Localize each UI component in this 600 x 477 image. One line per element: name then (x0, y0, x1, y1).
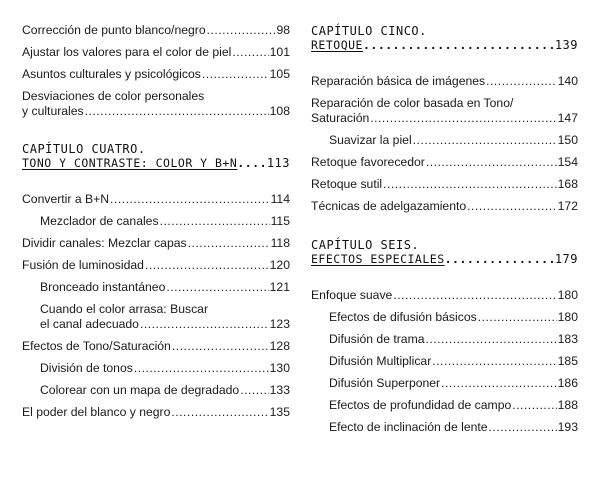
dot-leader (232, 45, 268, 61)
toc-subentry-multiline-first[interactable] (40, 302, 290, 318)
dot-leader (512, 398, 556, 414)
toc-entry-title: Efecto de inclinación de lente (329, 420, 488, 434)
toc-entry[interactable] (22, 192, 290, 208)
chapter-title: TONO Y CONTRASTE: COLOR Y B+N (22, 156, 238, 170)
toc-entry-page: 183 (557, 332, 578, 346)
toc-entry-title: Convertir a B+N (22, 192, 110, 206)
toc-entry-page: 121 (269, 280, 290, 294)
chapter-title: RETOQUE (311, 38, 363, 52)
toc-entry-multiline-second[interactable] (22, 104, 290, 120)
toc-entry-title-line1: Cuando el color arrasa: Buscar (40, 302, 209, 316)
toc-entry-page: 154 (557, 155, 578, 169)
toc-entry[interactable] (311, 177, 578, 193)
dot-leader (467, 199, 557, 215)
toc-entry-page: 115 (270, 214, 290, 228)
dot-leader (171, 405, 268, 421)
chapter-title: EFECTOS ESPECIALES (311, 252, 445, 266)
toc-entry-page: 193 (557, 420, 578, 434)
dot-leader (166, 280, 268, 296)
toc-entry-multiline-first[interactable] (22, 89, 290, 105)
chapter-heading[interactable] (311, 238, 578, 267)
toc-entry[interactable] (22, 23, 290, 39)
toc-entry[interactable] (22, 45, 290, 61)
toc-entry-title-line2: el canal adecuado (40, 317, 139, 331)
toc-entry-title: El poder del blanco y negro (22, 405, 171, 419)
dot-leader (85, 104, 269, 120)
dot-leader (110, 192, 270, 208)
toc-entry-title: Enfoque suave (311, 288, 393, 302)
toc-entry-page: 123 (269, 317, 290, 331)
toc-entry-title-line1: Reparación de color basada en Tono/ (311, 96, 514, 110)
toc-entry[interactable] (311, 74, 578, 90)
toc-entry-page: 180 (557, 310, 578, 324)
toc-entry-title: Colorear con un mapa de degradado (40, 383, 240, 397)
toc-entry-page: 101 (269, 45, 290, 59)
toc-entry-page: 185 (557, 354, 578, 368)
toc-entry-page: 114 (270, 192, 290, 206)
chapter-heading[interactable] (22, 142, 290, 171)
chapter-label: CAPÍTULO CINCO. (311, 24, 427, 38)
toc-entry-page: 180 (557, 288, 578, 302)
toc-entry-multiline-second[interactable] (311, 111, 578, 127)
toc-entry-title: Difusión de trama (329, 332, 425, 346)
toc-entry-page: 186 (557, 376, 578, 390)
dot-leader (413, 133, 557, 149)
toc-subentry-multiline-second[interactable] (40, 317, 290, 333)
dot-leader (478, 310, 557, 326)
dot-leader (486, 74, 557, 90)
toc-entry[interactable] (22, 405, 290, 421)
dot-leader (383, 177, 557, 193)
toc-subentry[interactable] (40, 361, 290, 377)
toc-entry[interactable] (22, 339, 290, 355)
toc-entry-page: 172 (557, 199, 578, 213)
toc-entry-page: 118 (270, 236, 290, 250)
toc-entry-page: 150 (557, 133, 578, 147)
toc-entry-multiline-first[interactable] (311, 96, 578, 112)
toc-subentry[interactable] (40, 214, 290, 230)
toc-entry-title-line2: Saturación (311, 111, 370, 125)
toc-entry-title: División de tonos (40, 361, 133, 375)
dot-leader (370, 111, 556, 127)
dot-leader (240, 383, 268, 399)
toc-entry-page: 130 (269, 361, 290, 375)
toc-entry-title: Difusión Multiplicar (329, 354, 432, 368)
dot-leader (172, 339, 269, 355)
dot-leader (160, 214, 270, 230)
chapter-page: 179 (554, 252, 578, 266)
toc-subentry[interactable] (329, 376, 578, 392)
chapter-heading[interactable] (311, 24, 578, 53)
toc-entry-title: Suavizar la piel (329, 133, 412, 147)
toc-entry[interactable] (311, 288, 578, 304)
dot-leader (140, 317, 269, 333)
toc-subentry[interactable] (329, 310, 578, 326)
toc-entry-title: Retoque sutil (311, 177, 383, 191)
dot-leader (207, 23, 276, 39)
dot-leader (393, 288, 556, 304)
toc-subentry[interactable] (329, 420, 578, 436)
toc-entry-title: Difusión Superponer (329, 376, 441, 390)
dot-leader (363, 38, 555, 53)
dot-leader (489, 420, 557, 436)
toc-entry-page: 147 (557, 111, 578, 125)
toc-entry-page: 140 (557, 74, 578, 88)
toc-entry-title: Ajustar los valores para el color de piel (22, 45, 232, 59)
toc-subentry[interactable] (40, 280, 290, 296)
dot-leader (202, 67, 269, 83)
toc-entry-page: 128 (269, 339, 290, 353)
toc-entry[interactable] (311, 199, 578, 215)
dot-leader (188, 236, 270, 252)
toc-entry-title: Fusión de luminosidad (22, 258, 144, 272)
dot-leader (445, 252, 555, 267)
toc-entry-title: Retoque favorecedor (311, 155, 425, 169)
toc-entry-title: Efectos de difusión básicos (329, 310, 477, 324)
toc-entry-title: Reparación básica de imágenes (311, 74, 486, 88)
toc-entry-title-line1: Desviaciones de color personales (22, 89, 205, 103)
toc-entry-page: 188 (557, 398, 578, 412)
toc-entry[interactable] (22, 236, 290, 252)
toc-entry-page: 168 (557, 177, 578, 191)
toc-subentry[interactable] (329, 354, 578, 370)
toc-entry-page: 133 (269, 383, 290, 397)
toc-subentry[interactable] (40, 383, 290, 399)
toc-subentry[interactable] (329, 398, 578, 414)
dot-leader (426, 332, 557, 348)
toc-entry-page: 135 (269, 405, 290, 419)
dot-leader (237, 156, 267, 171)
toc-entry-title: Bronceado instantáneo (40, 280, 166, 294)
toc-entry[interactable] (22, 67, 290, 83)
toc-entry-title: Efectos de Tono/Saturación (22, 339, 171, 353)
toc-entry-page: 108 (269, 104, 290, 118)
dot-leader (432, 354, 556, 370)
chapter-page: 113 (266, 156, 290, 170)
toc-entry-title: Mezclador de canales (40, 214, 159, 228)
toc-entry-title: Dividir canales: Mezclar capas (22, 236, 187, 250)
toc-entry-page: 98 (276, 23, 290, 37)
toc-subentry[interactable] (329, 133, 578, 149)
toc-entry[interactable] (311, 155, 578, 171)
toc-entry-title: Efectos de profundidad de campo (329, 398, 512, 412)
toc-entry[interactable] (22, 258, 290, 274)
toc-entry-title: Técnicas de adelgazamiento (311, 199, 467, 213)
chapter-page: 139 (554, 38, 578, 52)
dot-leader (426, 155, 557, 171)
dot-leader (441, 376, 557, 392)
toc-entry-title-line2: y culturales (22, 104, 84, 118)
chapter-label: CAPÍTULO CUATRO. (22, 142, 146, 156)
dot-leader (134, 361, 269, 377)
chapter-label: CAPÍTULO SEIS. (311, 238, 420, 252)
toc-subentry[interactable] (329, 332, 578, 348)
toc-entry-title: Asuntos culturales y psicológicos (22, 67, 201, 81)
dot-leader (145, 258, 269, 274)
toc-entry-title: Corrección de punto blanco/negro (22, 23, 206, 37)
toc-entry-page: 120 (269, 258, 290, 272)
toc-entry-page: 105 (269, 67, 290, 81)
